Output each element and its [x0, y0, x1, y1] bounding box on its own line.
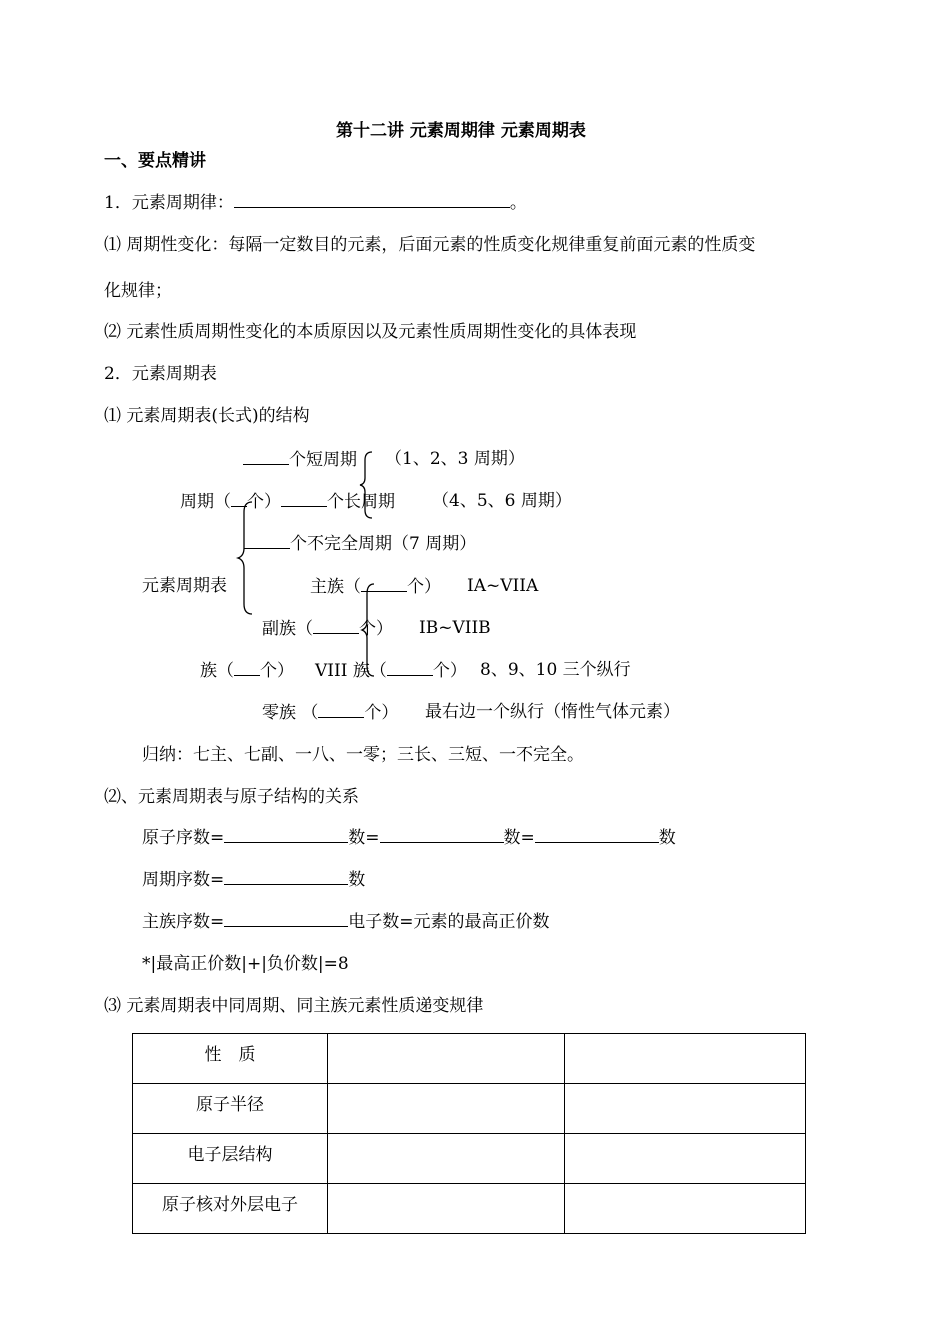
relation-2: 周期序数= 数 — [142, 870, 366, 890]
table-row — [133, 1034, 806, 1084]
subheading-2: ⑵、元素周期表与原子结构的关系 — [104, 787, 359, 807]
blank-line[interactable] — [387, 659, 433, 676]
diagram-root: 元素周期表 — [142, 576, 227, 596]
blank-line[interactable] — [224, 910, 348, 927]
table-cell: 原子核对外层电子 — [133, 1184, 328, 1234]
table-cell: 原子半径 — [133, 1084, 328, 1134]
group-brace — [358, 582, 378, 678]
short-period-note: （1、2、3 周期） — [385, 449, 525, 469]
table-cell[interactable] — [565, 1084, 806, 1134]
table-cell: 电子层结构 — [133, 1134, 328, 1184]
property-table — [132, 1033, 806, 1234]
viii-group-line: VIII 族（ 个） — [315, 661, 467, 681]
paragraph-2: ⑵ 元素性质周期性变化的本质原因以及元素性质周期性变化的具体表现 — [104, 322, 637, 342]
blank-line[interactable] — [224, 826, 348, 843]
item-1-end: 。 — [509, 193, 527, 213]
table-row — [133, 1134, 806, 1184]
root-brace — [232, 500, 256, 616]
blank-line[interactable] — [318, 701, 364, 718]
blank-line[interactable] — [234, 191, 510, 208]
table-cell[interactable] — [565, 1034, 806, 1084]
table-cell[interactable] — [328, 1084, 565, 1134]
item-1-label: 1．元素周期律： — [104, 193, 234, 213]
sub-group-range: IB~VIIB — [419, 618, 491, 638]
blank-line[interactable] — [281, 490, 327, 507]
page-title: 第十二讲 元素周期律 元素周期表 — [336, 121, 586, 141]
table-row — [133, 1084, 806, 1134]
group-line: 族（ 个） — [200, 661, 294, 681]
blank-line[interactable] — [380, 826, 504, 843]
main-group-range: IA~VIIA — [467, 576, 539, 596]
table-row — [133, 1184, 806, 1234]
long-period-note: （4、5、6 周期） — [432, 491, 572, 511]
period-brace-small — [356, 450, 376, 520]
section-heading: 一、要点精讲 — [104, 151, 206, 171]
table-cell[interactable] — [328, 1034, 565, 1084]
table-cell[interactable] — [565, 1184, 806, 1234]
zero-group-line: 零族 （ 个） — [262, 703, 399, 723]
table-cell[interactable] — [565, 1134, 806, 1184]
period-line: 周期（ 个） 个长周期 — [180, 492, 395, 512]
relation-3: 主族序数= 电子数=元素的最高正价数 — [142, 912, 550, 932]
subheading-3: ⑶ 元素周期表中同周期、同主族元素性质递变规律 — [104, 996, 484, 1016]
item-1 — [104, 191, 527, 214]
blank-line[interactable] — [243, 448, 289, 465]
incomplete-period-line: 个不完全周期（7 周期） — [244, 532, 476, 555]
blank-line[interactable] — [234, 659, 260, 676]
relation-4: *|最高正价数|+|负价数|=8 — [142, 954, 349, 974]
short-period-line: 个短周期 — [243, 448, 357, 471]
sub-group-line: 副族（ 个） — [262, 619, 393, 639]
blank-line[interactable] — [313, 617, 359, 634]
relation-1: 原子序数= 数= 数= 数 — [142, 828, 676, 848]
blank-line[interactable] — [535, 826, 659, 843]
main-group-line: 主族（ 个） — [310, 577, 441, 597]
zero-group-note: 最右边一个纵行（惰性气体元素） — [425, 702, 680, 722]
table-cell: 性 质 — [133, 1034, 328, 1084]
table-cell[interactable] — [328, 1184, 565, 1234]
item-2: 2．元素周期表 — [104, 364, 217, 384]
summary: 归纳：七主、七副、一八、一零；三长、三短、一不完全。 — [142, 745, 584, 765]
paragraph-1: ⑴ 周期性变化：每隔一定数目的元素，后面元素的性质变化规律重复前面元素的性质变 — [104, 235, 756, 255]
table-cell[interactable] — [328, 1134, 565, 1184]
paragraph-1-cont: 化规律； — [104, 281, 172, 301]
subheading-1: ⑴ 元素周期表(长式)的结构 — [104, 406, 310, 426]
viii-group-note: 8、9、10 三个纵行 — [480, 660, 631, 680]
blank-line[interactable] — [224, 868, 348, 885]
